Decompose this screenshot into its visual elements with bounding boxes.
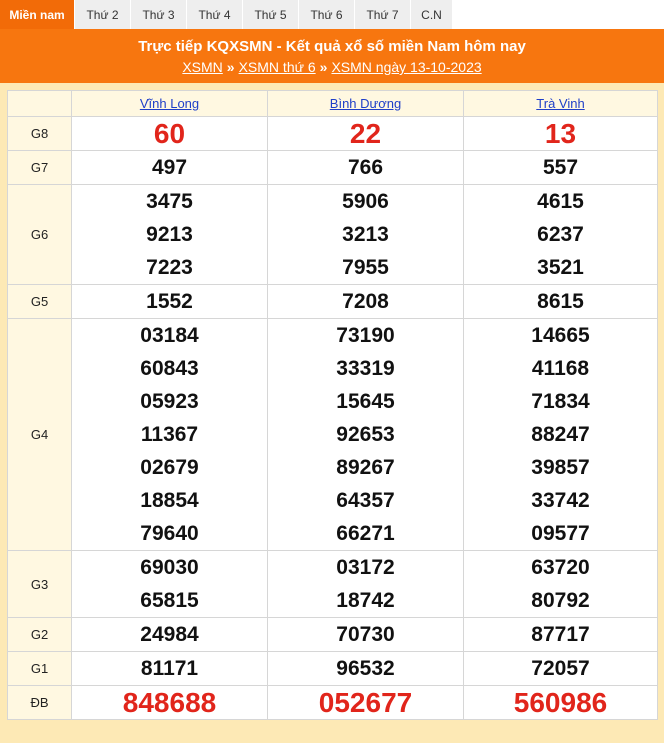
breadcrumb <box>0 57 664 77</box>
prize-number: 71834 <box>531 390 590 413</box>
prize-cell <box>464 686 658 720</box>
prize-cell <box>72 652 268 686</box>
prize-label: ĐB <box>8 686 72 720</box>
prize-number: 9213 <box>146 223 193 246</box>
province-link-tra-vinh[interactable]: Trà Vinh <box>536 96 585 111</box>
prize-cell <box>72 151 268 185</box>
prize-cell <box>268 319 464 551</box>
prize-number: 73190 <box>336 324 395 347</box>
breadcrumb-separator: » <box>319 59 328 75</box>
prize-number: 39857 <box>531 456 590 479</box>
prize-cell <box>72 285 268 319</box>
prize-cell <box>268 151 464 185</box>
province-header <box>268 91 464 117</box>
prize-cell <box>72 185 268 285</box>
prize-number: 22 <box>349 118 382 149</box>
prize-cell <box>464 117 658 151</box>
day-tabs <box>0 0 664 29</box>
prize-number: 560986 <box>513 687 608 718</box>
prize-label: G4 <box>8 319 72 551</box>
prize-row-g7 <box>8 151 658 185</box>
prize-cell <box>464 319 658 551</box>
prize-row-db <box>8 686 658 720</box>
page-title: Trực tiếp KQXSMN - Kết quả xổ số miền Nam hôm nay <box>138 38 526 55</box>
tab-thu-5[interactable]: Thứ 5 <box>243 0 299 29</box>
tab-thu-6[interactable]: Thứ 6 <box>299 0 355 29</box>
prize-cell <box>72 117 268 151</box>
prize-number: 65815 <box>140 589 199 612</box>
prize-number: 92653 <box>336 423 395 446</box>
prize-cell <box>268 551 464 618</box>
prize-number: 60 <box>153 118 186 149</box>
province-header <box>464 91 658 117</box>
prize-row-g5 <box>8 285 658 319</box>
prize-number: 766 <box>347 156 384 179</box>
prize-label: G8 <box>8 117 72 151</box>
prize-number: 18742 <box>336 589 395 612</box>
prize-number: 69030 <box>140 556 199 579</box>
prize-cell <box>268 285 464 319</box>
prize-label: G1 <box>8 652 72 686</box>
prize-number: 1552 <box>146 290 193 313</box>
prize-number: 8615 <box>537 290 584 313</box>
prize-number: 41168 <box>531 357 590 380</box>
prize-number: 11367 <box>140 423 199 446</box>
prize-number: 03172 <box>336 556 395 579</box>
prize-number: 3213 <box>342 223 389 246</box>
results-table <box>7 90 658 720</box>
prize-number: 3521 <box>537 256 584 279</box>
prize-number: 6237 <box>537 223 584 246</box>
prize-number: 60843 <box>140 357 199 380</box>
prize-table-body <box>8 117 658 720</box>
prize-number: 66271 <box>336 522 395 545</box>
prize-number: 557 <box>542 156 579 179</box>
prize-label: G6 <box>8 185 72 285</box>
prize-number: 80792 <box>531 589 590 612</box>
prize-number: 24984 <box>140 623 199 646</box>
results-frame <box>0 83 664 743</box>
prize-row-g3 <box>8 551 658 618</box>
breadcrumb-xsmn-thu6-link[interactable]: XSMN thứ 6 <box>238 59 316 75</box>
prize-cell <box>268 652 464 686</box>
prize-label: G3 <box>8 551 72 618</box>
prize-number: 87717 <box>531 623 590 646</box>
prize-cell <box>268 618 464 652</box>
prize-number: 05923 <box>140 390 199 413</box>
prize-cell <box>464 151 658 185</box>
prize-number: 09577 <box>531 522 590 545</box>
province-link-vinh-long[interactable]: Vĩnh Long <box>139 96 200 111</box>
prize-number: 02679 <box>140 456 199 479</box>
prize-number: 4615 <box>537 190 584 213</box>
prize-number: 052677 <box>318 687 413 718</box>
prize-row-g4 <box>8 319 658 551</box>
tab-chu-nhat[interactable]: C.N <box>411 0 453 29</box>
prize-row-g2 <box>8 618 658 652</box>
prize-number: 15645 <box>336 390 395 413</box>
breadcrumb-date-link[interactable]: XSMN ngày 13-10-2023 <box>331 59 482 75</box>
prize-number: 81171 <box>140 657 199 680</box>
prize-row-g1 <box>8 652 658 686</box>
prize-number: 89267 <box>336 456 395 479</box>
prize-number: 7223 <box>146 256 193 279</box>
prize-label: G5 <box>8 285 72 319</box>
prize-row-g6 <box>8 185 658 285</box>
breadcrumb-separator: » <box>226 59 235 75</box>
province-header-row <box>8 91 658 117</box>
prize-number: 7955 <box>342 256 389 279</box>
tab-mien-nam[interactable]: Miền nam <box>0 0 75 29</box>
prize-number: 14665 <box>531 324 590 347</box>
prize-cell <box>464 652 658 686</box>
header-corner <box>8 91 72 117</box>
prize-number: 70730 <box>336 623 395 646</box>
breadcrumb-xsmn-link[interactable]: XSMN <box>182 59 223 75</box>
prize-cell <box>464 551 658 618</box>
prize-cell <box>464 285 658 319</box>
prize-number: 72057 <box>531 657 590 680</box>
prize-number: 18854 <box>140 489 199 512</box>
prize-cell <box>464 618 658 652</box>
prize-cell <box>72 618 268 652</box>
prize-number: 63720 <box>531 556 590 579</box>
results-banner <box>0 29 664 83</box>
tab-thu-3[interactable]: Thứ 3 <box>131 0 187 29</box>
prize-number: 3475 <box>146 190 193 213</box>
prize-row-g8 <box>8 117 658 151</box>
tab-thu-2[interactable]: Thứ 2 <box>75 0 131 29</box>
prize-number: 7208 <box>342 290 389 313</box>
tab-thu-4[interactable]: Thứ 4 <box>187 0 243 29</box>
province-header <box>72 91 268 117</box>
prize-cell <box>268 185 464 285</box>
prize-cell <box>268 686 464 720</box>
prize-cell <box>72 551 268 618</box>
prize-number: 848688 <box>122 687 217 718</box>
tab-thu-7[interactable]: Thứ 7 <box>355 0 411 29</box>
prize-number: 497 <box>151 156 188 179</box>
prize-label: G2 <box>8 618 72 652</box>
prize-cell <box>72 319 268 551</box>
prize-number: 13 <box>544 118 577 149</box>
prize-number: 33319 <box>336 357 395 380</box>
prize-number: 64357 <box>336 489 395 512</box>
prize-cell <box>72 686 268 720</box>
prize-label: G7 <box>8 151 72 185</box>
province-link-binh-duong[interactable]: Bình Dương <box>329 96 402 111</box>
prize-number: 96532 <box>336 657 395 680</box>
prize-cell <box>268 117 464 151</box>
prize-number: 79640 <box>140 522 199 545</box>
prize-number: 88247 <box>531 423 590 446</box>
prize-number: 5906 <box>342 190 389 213</box>
prize-number: 03184 <box>140 324 199 347</box>
prize-number: 33742 <box>531 489 590 512</box>
prize-cell <box>464 185 658 285</box>
